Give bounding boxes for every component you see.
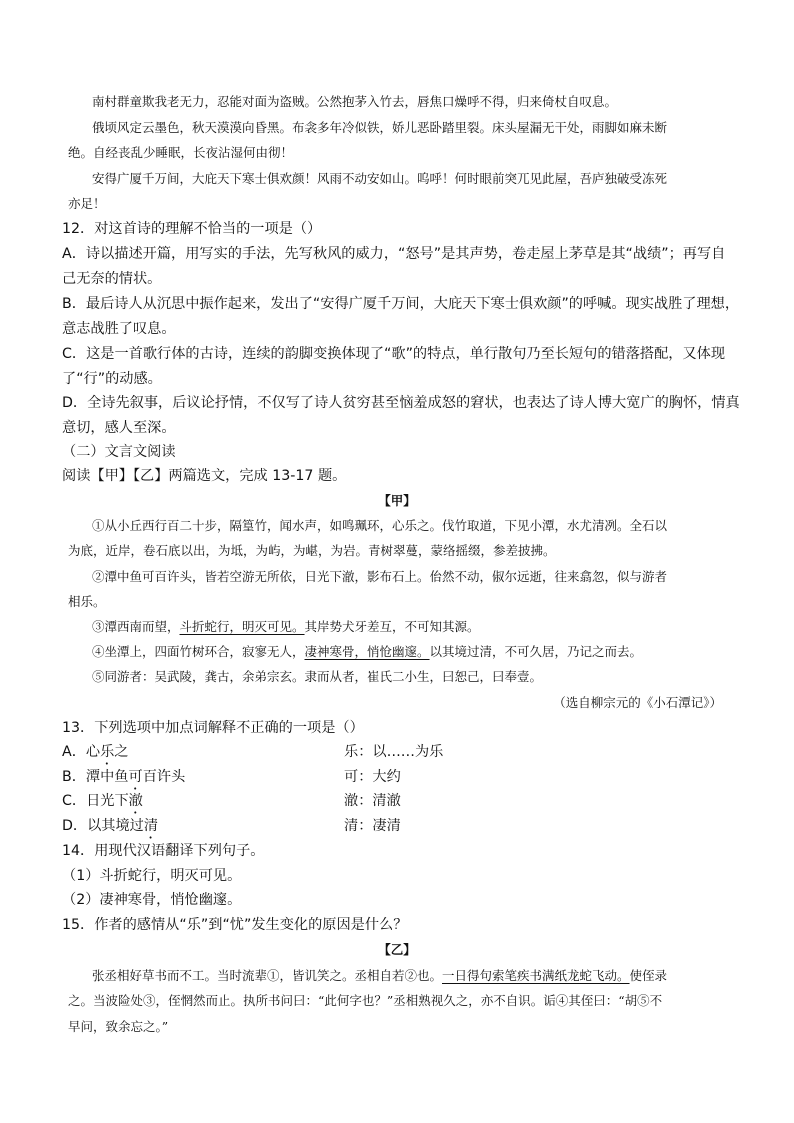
jia-p4-underlined: 凄神寒骨，悄怆幽邃。	[304, 644, 430, 659]
poem-line-3a: 安得广厦千万间，大庇天下寒士俱欢颜！风雨不动安如山。呜呼！何时眼前突兀见此屋，吾庐独破受冻死	[92, 171, 668, 186]
q13-d-pre: D．以其境过	[62, 818, 144, 834]
q13-stem: 13．下列选项中加点词解释不正确的一项是（）	[62, 720, 364, 736]
jia-source: （选自柳宗元的《小石潭记》）	[553, 695, 722, 710]
q12-option-c-line2: 了“行”的动感。	[62, 371, 162, 387]
q13-option-a	[62, 741, 129, 768]
jia-p1-line2: 为底，近岸，卷石底以出，为坻，为屿，为嵁，为岩。青树翠蔓，蒙络摇缀，参差披拂。	[68, 543, 556, 558]
jia-p3-post: 其岸势犬牙差互，不可知其源。	[304, 619, 480, 634]
q13-a-pre: A．心	[62, 744, 101, 760]
poem-line-2b: 绝。自经丧乱少睡眠，长夜沾湿何由彻！	[68, 145, 294, 160]
q13-c-dotted-word: 澈	[128, 793, 143, 809]
jia-p2-line1: ②潭中鱼可百许头，皆若空游无所依，日光下澈，影布石上。佁然不动，俶尔远逝，往来翕忽，似与游者	[92, 569, 668, 584]
poem-line-2a: 俄顷风定云墨色，秋天漠漠向昏黑。布衾多年冷似铁，娇儿恶卧踏里裂。床头屋漏无干处，雨脚如麻未断	[92, 120, 668, 135]
q13-a-post: 之	[114, 744, 129, 760]
q13-option-c	[62, 790, 143, 817]
q13-option-d	[62, 815, 158, 842]
yi-line-3: 早问，致余忘之。”	[68, 1019, 169, 1034]
passage-jia-title: 【甲】	[378, 493, 416, 508]
q13-c-pre: C．日光下	[62, 793, 129, 809]
q13-b-pre: B．潭中鱼	[62, 769, 129, 785]
q13-option-b-explanation: 可：大约	[344, 769, 401, 785]
jia-p3-underlined: 斗折蛇行，明灭可见。	[179, 619, 305, 634]
q12-stem: 12．对这首诗的理解不恰当的一项是（）	[62, 221, 322, 237]
yi-line-1	[92, 966, 667, 984]
q12-option-b-line1: B．最后诗人从沉思中振作起来，发出了“安得广厦千万间，大庇天下寒士俱欢颜”的呼喊。现实战胜了理想，	[62, 296, 740, 312]
yi-line-1-pre: 张丞相好草书而不工。当时流辈①，皆讥笑之。丞相自若②也。	[92, 968, 443, 983]
q14-sentence-2: （2）凄神寒骨，悄怆幽邃。	[62, 892, 242, 908]
passage-yi-title: 【乙】	[378, 942, 416, 957]
poem-line-3b: 亦足！	[68, 196, 106, 211]
q13-option-c-explanation: 澈：清澈	[344, 793, 401, 809]
section-intro: 阅读【甲】【乙】两篇选文，完成 13-17 题。	[62, 468, 347, 484]
q12-option-c-line1: C．这是一首歌行体的古诗，连续的韵脚变换体现了“歌”的特点，单行散句乃至长短句的错落搭配，又体现	[62, 346, 726, 362]
jia-p4-pre: ④坐潭上，四面竹树环合，寂寥无人，	[92, 644, 305, 659]
jia-p3	[92, 617, 480, 635]
jia-p2-line2: 相乐。	[68, 594, 106, 609]
q12-option-a-line1: A．诗以描述开篇，用写实的手法，先写秋风的威力，“怒号”是其声势，卷走屋上茅草是其“战绩”；再写自	[62, 246, 726, 262]
q15-stem: 15．作者的感情从“乐”到“忧”发生变化的原因是什么？	[62, 917, 408, 933]
q13-b-post: 百许头	[142, 769, 186, 785]
q12-option-d-line2: 意切，感人至深。	[62, 420, 176, 436]
poem-line-1: 南村群童欺我老无力，忍能对面为盗贼。公然抱茅入竹去，唇焦口燥呼不得，归来倚杖自叹息。	[92, 94, 618, 109]
q13-b-dotted-word: 可	[128, 769, 143, 785]
jia-p3-pre: ③潭西南而望，	[92, 619, 180, 634]
yi-line-1-post: 使侄录	[629, 968, 668, 983]
q13-option-a-explanation: 乐：以……为乐	[344, 744, 444, 760]
q13-d-dotted-word: 清	[143, 818, 159, 834]
q12-option-b-line2: 意志战胜了叹息。	[62, 321, 176, 337]
jia-p1-line1: ①从小丘西行百二十步，隔篁竹，闻水声，如鸣珮环，心乐之。伐竹取道，下见小潭，水尤清冽。全石以	[92, 518, 668, 533]
q12-option-d-line1: D．全诗先叙事，后议论抒情，不仅写了诗人贫穷甚至恼羞成怒的窘状，也表达了诗人博大宽广的胸怀，情真	[62, 395, 740, 411]
q14-stem: 14．用现代汉语翻译下列句子。	[62, 843, 265, 859]
q13-a-dotted-word: 乐	[100, 744, 115, 760]
jia-p4	[92, 642, 642, 660]
yi-line-2: 之。当波险处③，侄惘然而止。执所书问曰：“此何字也？”丞相熟视久之，亦不自识。诟④其侄曰：“胡⑤不	[68, 993, 663, 1008]
q14-sentence-1: （1）斗折蛇行，明灭可见。	[62, 868, 242, 884]
section-title: （二）文言文阅读	[62, 444, 176, 460]
q12-option-a-line2: 己无奈的情状。	[62, 271, 162, 287]
q13-option-b	[62, 766, 185, 793]
yi-line-1-underlined: 一日得句索笔疾书满纸龙蛇飞动。	[442, 968, 630, 983]
q13-option-d-explanation: 清：凄清	[344, 818, 401, 834]
jia-p5: ⑤同游者：吴武陵，龚古，余弟宗玄。隶而从者，崔氏二小生，曰恕己，曰奉壹。	[92, 669, 543, 684]
jia-p4-post: 以其境过清，不可久居，乃记之而去。	[429, 644, 643, 659]
